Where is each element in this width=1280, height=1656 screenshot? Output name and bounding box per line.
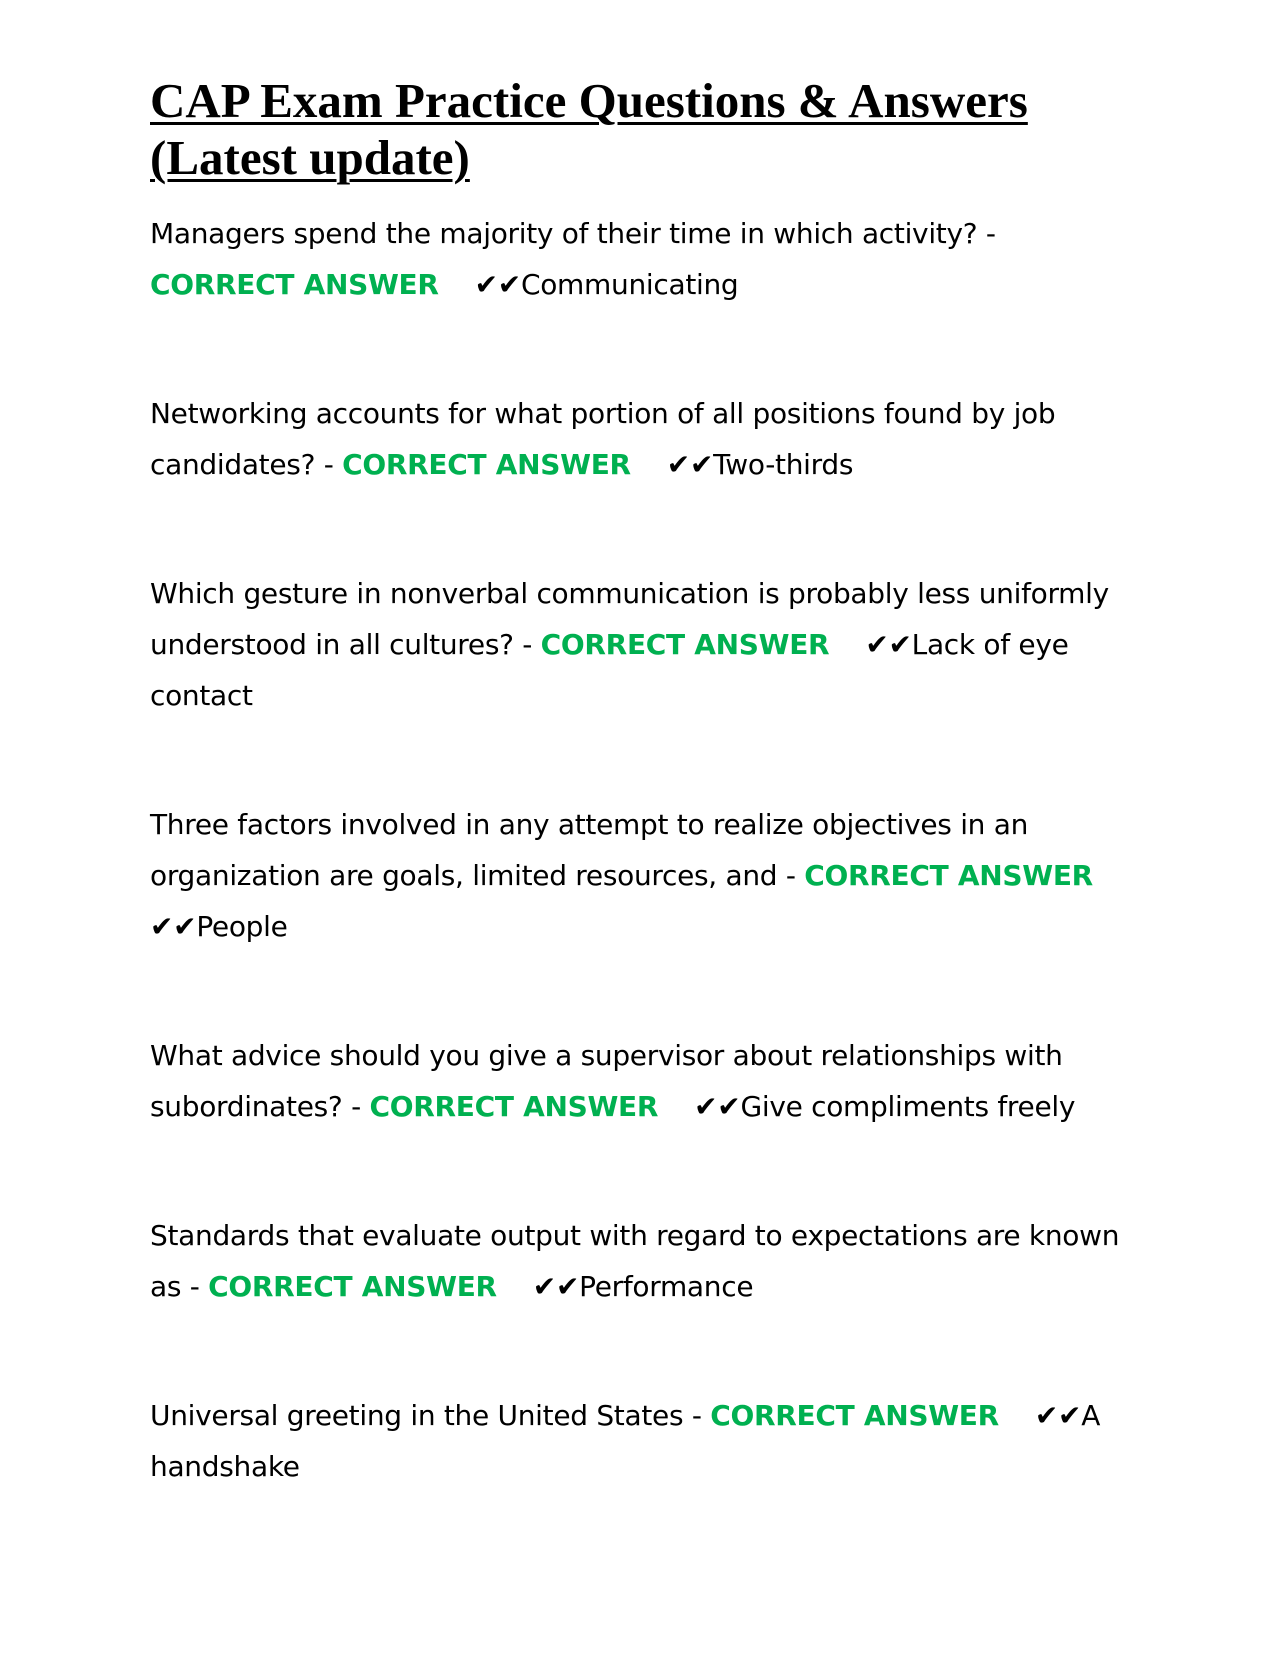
answer-text: Lack of eye contact xyxy=(150,628,1069,712)
qa-item-6 xyxy=(150,1210,1140,1312)
question-text: What advice should you give a supervisor about relationships with subordinates? - xyxy=(150,1039,1063,1123)
question-text: Which gesture in nonverbal communication is probably less uniformly understood in all cultures? - xyxy=(150,577,1109,661)
correct-answer-label: CORRECT ANSWER xyxy=(804,859,1093,892)
correct-answer-label: CORRECT ANSWER xyxy=(369,1090,659,1123)
double-check-icon: ✔✔ xyxy=(865,628,912,661)
double-check-icon: ✔✔ xyxy=(1034,1399,1082,1432)
correct-answer-label: CORRECT ANSWER xyxy=(710,1399,999,1432)
double-check-icon: ✔✔ xyxy=(694,1090,741,1123)
double-check-icon: ✔✔ xyxy=(474,268,521,301)
qa-item-3 xyxy=(150,568,1140,721)
qa-item-1 xyxy=(150,208,1140,310)
question-text: Managers spend the majority of their time in which activity? - xyxy=(150,217,996,250)
correct-answer-label: CORRECT ANSWER xyxy=(540,628,830,661)
question-text: Standards that evaluate output with regard to expectations are known as - xyxy=(150,1219,1120,1303)
question-text: Networking accounts for what portion of all positions found by job candidates? - xyxy=(150,397,1056,481)
correct-answer-label: CORRECT ANSWER xyxy=(208,1270,497,1303)
answer-text: Communicating xyxy=(520,268,739,301)
qa-item-4 xyxy=(150,799,1140,952)
document-page xyxy=(150,72,1140,1570)
question-text: Universal greeting in the United States - xyxy=(150,1399,711,1432)
double-check-icon: ✔✔ xyxy=(666,448,714,481)
double-check-icon: ✔✔ xyxy=(532,1270,580,1303)
qa-item-2 xyxy=(150,388,1140,490)
correct-answer-label: CORRECT ANSWER xyxy=(150,268,439,301)
answer-text: A handshake xyxy=(150,1399,1101,1483)
answer-text: People xyxy=(196,910,288,943)
correct-answer-label: CORRECT ANSWER xyxy=(342,448,631,481)
double-check-icon: ✔✔ xyxy=(150,910,197,943)
document-title: CAP Exam Practice Questions & Answers (Latest update) xyxy=(150,73,1028,185)
qa-item-7 xyxy=(150,1390,1140,1492)
answer-text: Give compliments freely xyxy=(740,1090,1076,1123)
answer-text: Two-thirds xyxy=(713,448,854,481)
question-text: Three factors involved in any attempt to realize objectives in an organization are goals, limited resources, and - xyxy=(150,808,1029,892)
qa-item-5 xyxy=(150,1030,1140,1132)
answer-text: Performance xyxy=(579,1270,754,1303)
